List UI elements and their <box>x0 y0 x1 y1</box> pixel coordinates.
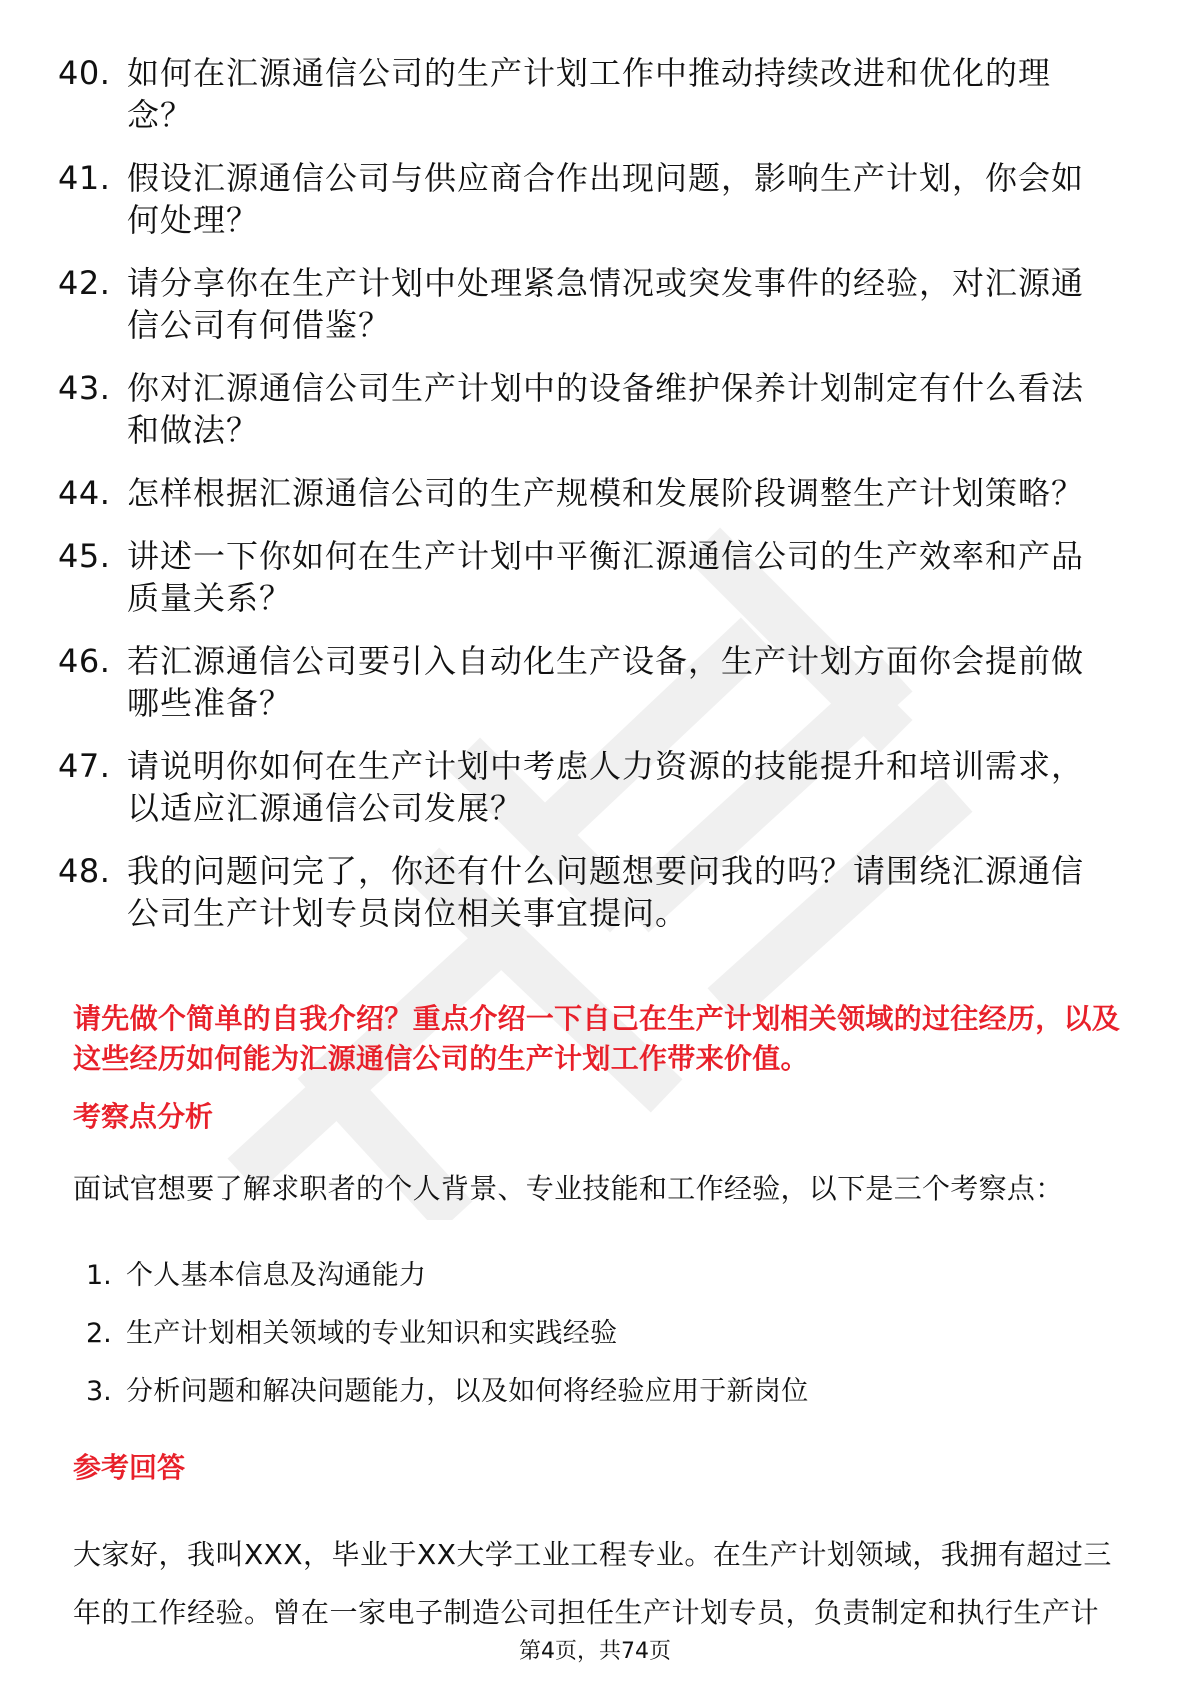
point-text: 个人基本信息及沟通能力 <box>126 1260 427 1291</box>
point-number: 2. <box>86 1318 112 1349</box>
page-footer: 第4页，共74页 <box>519 1639 671 1664</box>
question-list <box>0 52 1190 955</box>
point-text: 生产计划相关领域的专业知识和实践经验 <box>126 1318 618 1349</box>
analysis-intro: 面试官想要了解求职者的个人背景、专业技能和工作经验，以下是三个考察点： <box>73 1172 1064 1205</box>
question-text: 我的问题问完了，你还有什么问题想要问我的吗？请围绕汇源通信公司生产计划专员岗位相关事宜提问。 <box>127 852 1085 932</box>
question-number: 40. <box>58 54 111 92</box>
question-number: 48. <box>58 852 111 890</box>
question-item <box>0 367 1190 451</box>
question-number: 43. <box>58 369 111 407</box>
question-number: 42. <box>58 264 111 302</box>
reference-heading: 参考回答 <box>73 1451 186 1484</box>
analysis-points <box>0 1258 1190 1432</box>
question-text: 假设汇源通信公司与供应商合作出现问题，影响生产计划，你会如何处理？ <box>127 159 1085 239</box>
question-text: 讲述一下你如何在生产计划中平衡汇源通信公司的生产效率和产品质量关系？ <box>127 537 1085 617</box>
question-number: 47. <box>58 747 111 785</box>
point-text: 分析问题和解决问题能力，以及如何将经验应用于新岗位 <box>126 1376 809 1407</box>
question-item <box>0 535 1190 619</box>
question-number: 44. <box>58 474 111 512</box>
point-number: 1. <box>86 1260 112 1291</box>
question-text: 你对汇源通信公司生产计划中的设备维护保养计划制定有什么看法和做法？ <box>127 369 1085 449</box>
question-text: 怎样根据汇源通信公司的生产规模和发展阶段调整生产计划策略？ <box>127 474 1085 512</box>
reference-answer: 大家好，我叫XXX，毕业于XX大学工业工程专业。在生产计划领域，我拥有超过三年的工作经验。曾在一家电子制造公司担任生产计划专员，负责制定和执行生产计 <box>73 1538 1112 1629</box>
question-item <box>0 640 1190 724</box>
question-text: 若汇源通信公司要引入自动化生产设备，生产计划方面你会提前做哪些准备？ <box>127 642 1085 722</box>
question-number: 46. <box>58 642 111 680</box>
analysis-point <box>0 1374 1190 1432</box>
analysis-heading: 考察点分析 <box>73 1100 214 1133</box>
analysis-point <box>0 1316 1190 1374</box>
question-text: 请说明你如何在生产计划中考虑人力资源的技能提升和培训需求，以适应汇源通信公司发展？ <box>127 747 1085 827</box>
question-number: 45. <box>58 537 111 575</box>
question-item <box>0 472 1190 514</box>
question-text: 请分享你在生产计划中处理紧急情况或突发事件的经验，对汇源通信公司有何借鉴？ <box>127 264 1085 344</box>
question-number: 41. <box>58 159 111 197</box>
question-item <box>0 52 1190 136</box>
question-text: 如何在汇源通信公司的生产计划工作中推动持续改进和优化的理念？ <box>127 54 1052 134</box>
question-item <box>0 745 1190 829</box>
point-number: 3. <box>86 1376 112 1407</box>
question-item <box>0 262 1190 346</box>
highlight-question: 请先做个简单的自我介绍？重点介绍一下自己在生产计划相关领域的过往经历，以及这些经历如何能为汇源通信公司的生产计划工作带来价值。 <box>73 1002 1121 1075</box>
question-item <box>0 157 1190 241</box>
analysis-point <box>0 1258 1190 1316</box>
question-item <box>0 850 1190 934</box>
